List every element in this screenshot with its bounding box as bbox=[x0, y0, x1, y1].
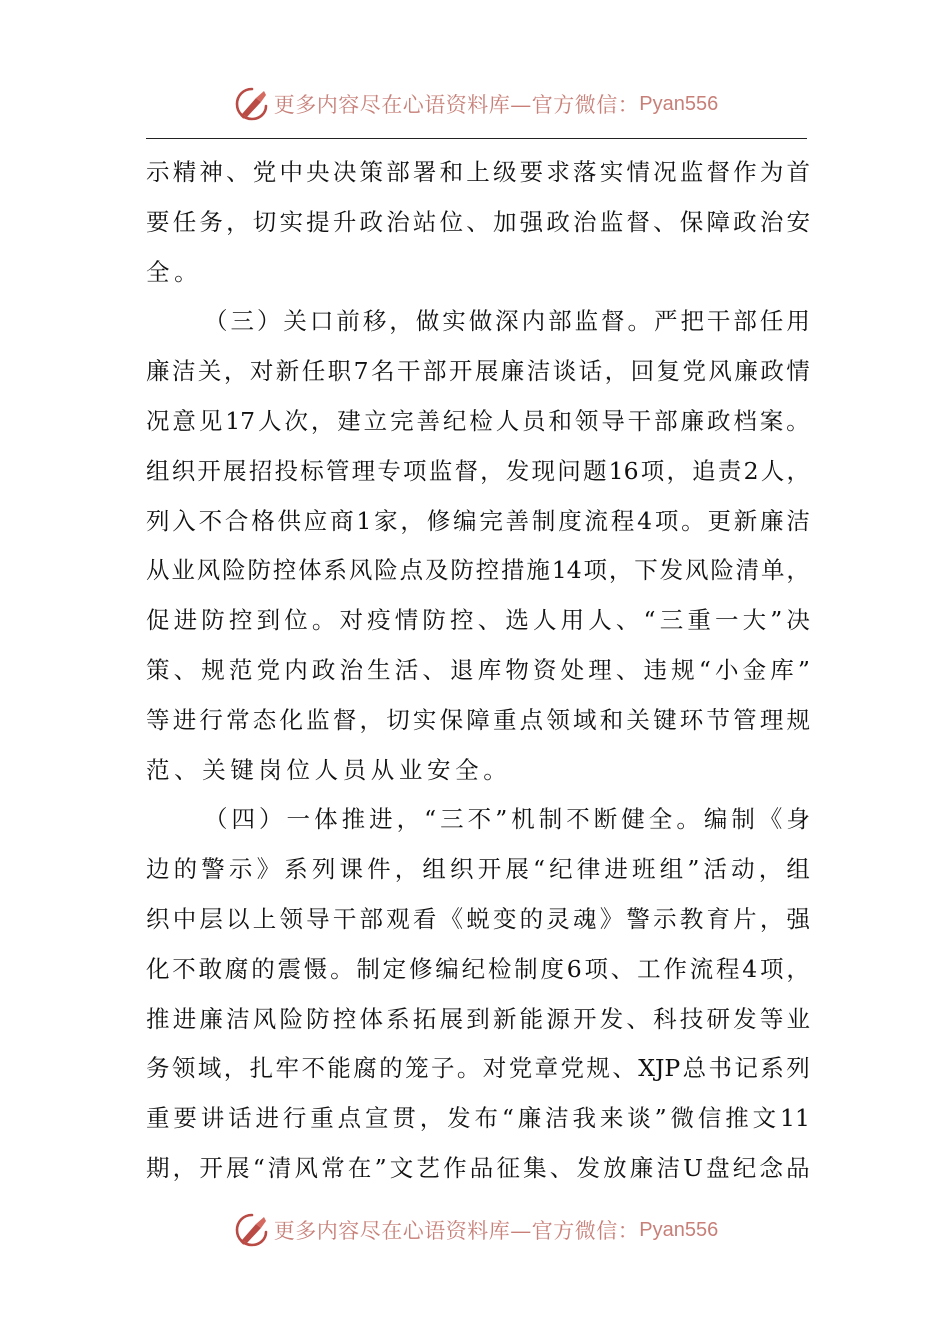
section-heading-line: （ 四 ） 一 体 推 进 ， “ 三 不 ” 机 制 不 断 健 全 。 编 制 《 身 bbox=[204, 805, 810, 834]
watermark-text: 更多内容尽在心语资料库—官方微信： bbox=[273, 1219, 640, 1243]
text-line: 边 的 警 示 》 系 列 课 件 ， 组 织 开 展 “ 纪 律 进 班 组 ” 活 动 ， 组 bbox=[146, 855, 810, 884]
watermark-handle: Pyan556 bbox=[639, 1218, 719, 1241]
text-line: 重 要 讲 话 进 行 重 点 宣 贯 ， 发 布 “ 廉 洁 我 来 谈 ” 微 信 推 文 11 bbox=[146, 1104, 810, 1133]
text-line: 列 入 不 合 格 供 应 商 1 家 ， 修 编 完 善 制 度 流 程 4 项 。 更 新 廉 洁 bbox=[146, 506, 810, 535]
text-line: 期 ， 开 展 “ 清 风 常 在 ” 文 艺 作 品 征 集 、 发 放 廉 洁 U 盘 纪 念 品 bbox=[146, 1153, 810, 1182]
section-heading-line: （ 三 ） 关 口 前 移 ， 做 实 做 深 内 部 监 督 。 严 把 干 部 任 用 bbox=[204, 307, 810, 336]
text-line: 要 任 务 ， 切 实 提 升 政 治 站 位 、 加 强 政 治 监 督 、 保 障 政 治 安 bbox=[146, 207, 810, 236]
pen-logo-icon bbox=[232, 84, 272, 124]
header-divider bbox=[146, 138, 807, 139]
text-line: 织 中 层 以 上 领 导 干 部 观 看 《 蜕 变 的 灵 魂 》 警 示 教 育 片 ， 强 bbox=[146, 904, 810, 933]
text-line: 促 进 防 控 到 位 。 对 疫 情 防 控 、 选 人 用 人 、 “ 三 重 一 大 ” 决 bbox=[146, 606, 810, 635]
text-line: 范、关键岗位人员从业安全。 bbox=[146, 755, 512, 784]
header-watermark bbox=[0, 84, 950, 124]
pen-logo-icon bbox=[232, 1210, 272, 1250]
text-line: 廉 洁 关 ， 对 新 任 职 7 名 干 部 开 展 廉 洁 谈 话 ， 回 复 党 风 廉 政 情 bbox=[146, 357, 810, 386]
footer-watermark bbox=[0, 1210, 950, 1250]
text-line: 务 领 域 ， 扎 牢 不 能 腐 的 笼 子 。 对 党 章 党 规 、 XJP 总 书 记 系 列 bbox=[146, 1054, 810, 1083]
text-line: 示 精 神 、 党 中 央 决 策 部 署 和 上 级 要 求 落 实 情 况 监 督 作 为 首 bbox=[146, 158, 810, 186]
document-body bbox=[146, 148, 810, 1194]
text-line: 从 业 风 险 防 控 体 系 风 险 点 及 防 控 措 施 14 项 ， 下 发 风 险 清 单 ， bbox=[146, 556, 810, 585]
watermark-handle: Pyan556 bbox=[639, 92, 719, 115]
text-line: 策 、 规 范 党 内 政 治 生 活 、 退 库 物 资 处 理 、 违 规 “ 小 金 库 ” bbox=[146, 655, 810, 684]
watermark-text: 更多内容尽在心语资料库—官方微信： bbox=[273, 93, 640, 117]
text-line: 全。 bbox=[146, 257, 203, 286]
text-line: 等 进 行 常 态 化 监 督 ， 切 实 保 障 重 点 领 域 和 关 键 环 节 管 理 规 bbox=[146, 705, 810, 734]
text-line: 组 织 开 展 招 投 标 管 理 专 项 监 督 ， 发 现 问 题 16 项 ， 追 责 2 人 ， bbox=[146, 456, 810, 485]
text-line: 推 进 廉 洁 风 险 防 控 体 系 拓 展 到 新 能 源 开 发 、 科 技 研 发 等 业 bbox=[146, 1004, 810, 1033]
text-line: 况 意 见 17 人 次 ， 建 立 完 善 纪 检 人 员 和 领 导 干 部 廉 政 档 案 。 bbox=[146, 406, 810, 435]
text-line: 化 不 敢 腐 的 震 慑 。 制 定 修 编 纪 检 制 度 6 项 、 工 作 流 程 4 项 ， bbox=[146, 954, 810, 983]
